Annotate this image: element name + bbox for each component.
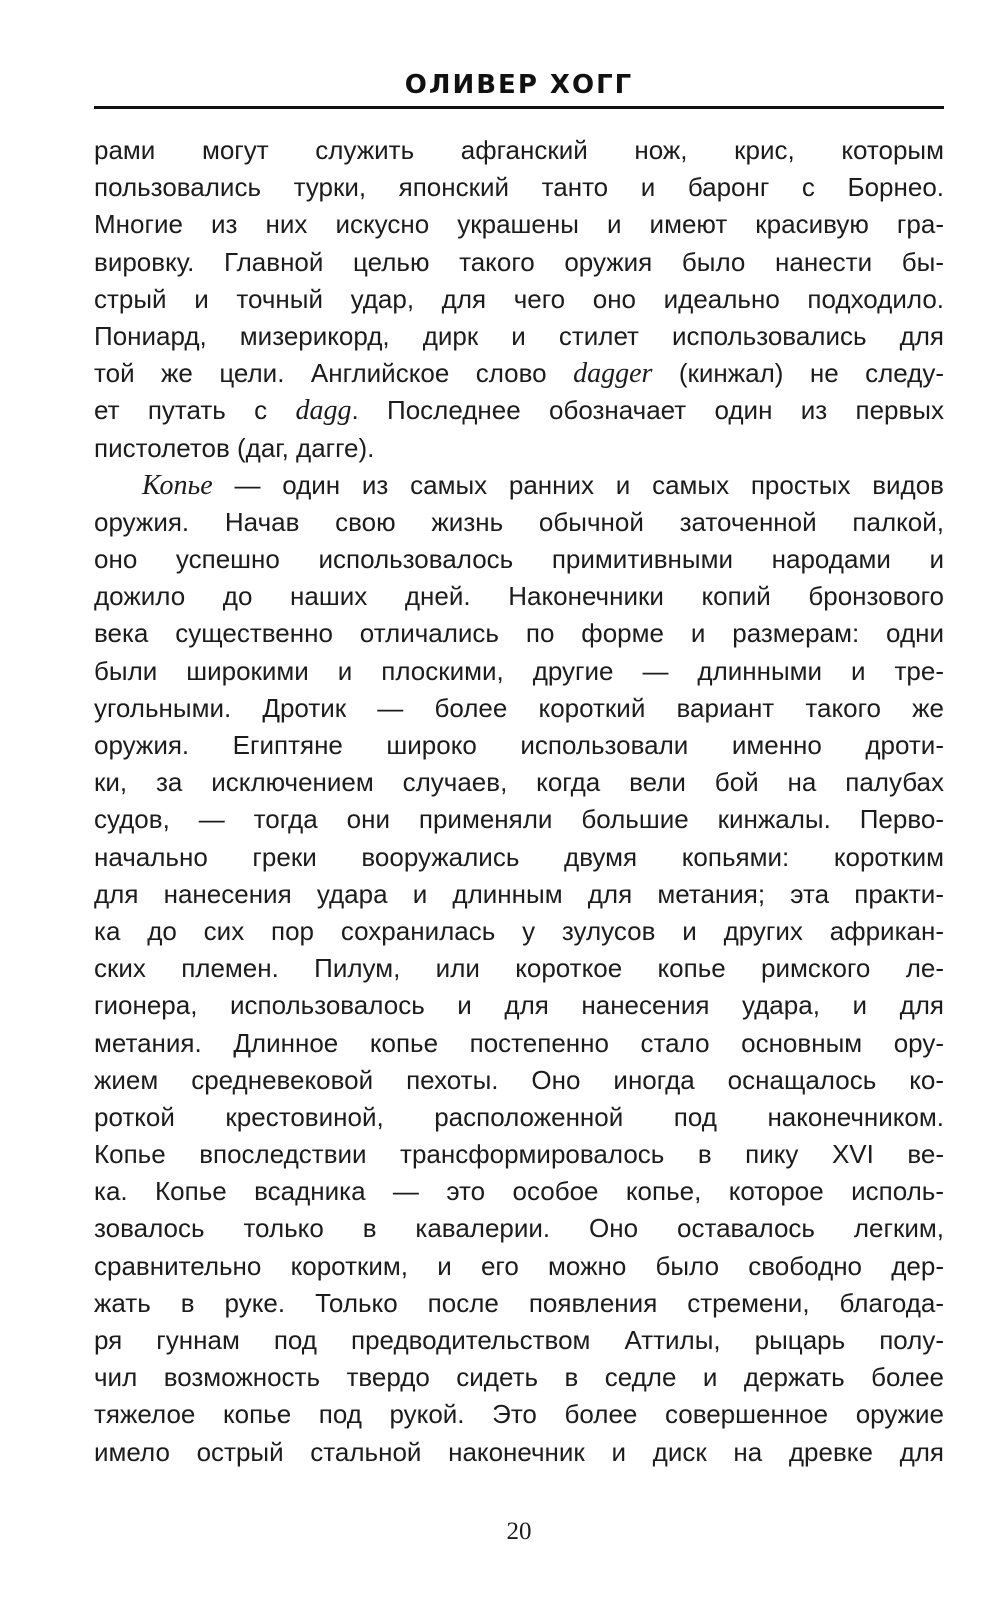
italic-term-dagg: dagg	[295, 395, 352, 427]
text-fragment: той же цели. Английское слово	[94, 358, 574, 389]
text-line: судов, — тогда они применяли большие кинжалы. Перво-	[94, 804, 944, 835]
text-line: оно успешно использовалось примитивными народами и	[94, 544, 944, 575]
text-line: стрый и точный удар, для чего оно идеально подходило.	[94, 283, 944, 314]
text-line: жать в руке. Только после появления стремени, благода-	[94, 1287, 944, 1318]
text-line: пистолетов (даг, дагге).	[94, 432, 375, 463]
text-line: века существенно отличались по форме и размерам: одни	[94, 618, 944, 649]
text-line: пользовались турки, японский танто и баронг с Борнео.	[94, 172, 944, 203]
text-line: ка до сих пор сохранилась у зулусов и других африкан-	[94, 915, 944, 946]
text-fragment: ет путать с	[94, 395, 296, 426]
body-text	[94, 132, 944, 1471]
text-line: дожило до наших дней. Наконечники копий бронзового	[94, 581, 944, 612]
text-fragment: . Последнее обозначает один из первых	[351, 395, 944, 426]
page-number: 20	[506, 1518, 532, 1545]
text-line: Копье впоследствии трансформировалось в пику XVI ве-	[94, 1139, 944, 1170]
text-line	[94, 392, 944, 429]
text-line: Многие из них искусно украшены и имеют красивую гра-	[94, 209, 944, 240]
text-line: оружия. Египтяне широко использовали именно дроти-	[94, 730, 944, 760]
text-line: вировку. Главной целью такого оружия было нанести бы-	[94, 246, 944, 277]
text-line: тяжелое копье под рукой. Это более совершенное оружие	[94, 1399, 944, 1430]
text-fragment: (кинжал) не следу-	[652, 358, 944, 389]
text-line: оружия. Начав свою жизнь обычной заточенной палкой,	[94, 506, 944, 537]
text-line: чил возможность твердо сидеть в седле и держать более	[94, 1362, 944, 1393]
text-line: угольными. Дротик — более короткий вариант такого же	[94, 692, 944, 723]
text-line: ка. Копье всадника — это особое копье, которое исполь-	[94, 1176, 944, 1207]
text-line: были широкими и плоскими, другие — длинными и тре-	[94, 655, 944, 686]
text-line: начально греки вооружались двумя копьями: коротким	[94, 841, 944, 872]
running-title: ОЛИВЕР ХОГГ	[404, 70, 634, 100]
text-line: гионера, использовалось и для нанесения удара, и для	[94, 990, 944, 1021]
text-line: ских племен. Пилум, или короткое копье римского ле-	[94, 953, 944, 984]
text-line: ря гуннам под предводительством Аттилы, рыцарь полу-	[94, 1325, 944, 1355]
text-line: роткой крестовиной, расположенной под наконечником.	[94, 1101, 944, 1132]
text-line: ки, за исключением случаев, когда вели бой на палубах	[94, 767, 944, 798]
text-line	[94, 355, 944, 392]
text-line: сравнительно коротким, и его можно было свободно дер-	[94, 1250, 944, 1281]
text-line: метания. Длинное копье постепенно стало основным ору-	[94, 1027, 944, 1058]
text-line: рами могут служить афганский нож, крис, которым	[94, 135, 944, 165]
italic-term-dagger: dagger	[573, 358, 653, 390]
text-line: зовалось только в кавалерии. Оно оставалось легким,	[94, 1213, 944, 1244]
header-rule	[94, 106, 944, 109]
text-line: для нанесения удара и длинным для метания; эта практи-	[94, 878, 944, 909]
text-line: имело острый стальной наконечник и диск на древке для	[94, 1436, 944, 1467]
text-line: жием средневековой пехоты. Оно иногда оснащалось ко-	[94, 1064, 944, 1095]
italic-term-kope: Копье	[142, 469, 213, 501]
text-fragment: — один из самых ранних и самых простых видов	[212, 469, 944, 500]
text-line	[94, 467, 944, 504]
text-line: Пониард, мизерикорд, дирк и стилет использовались для	[94, 320, 944, 351]
